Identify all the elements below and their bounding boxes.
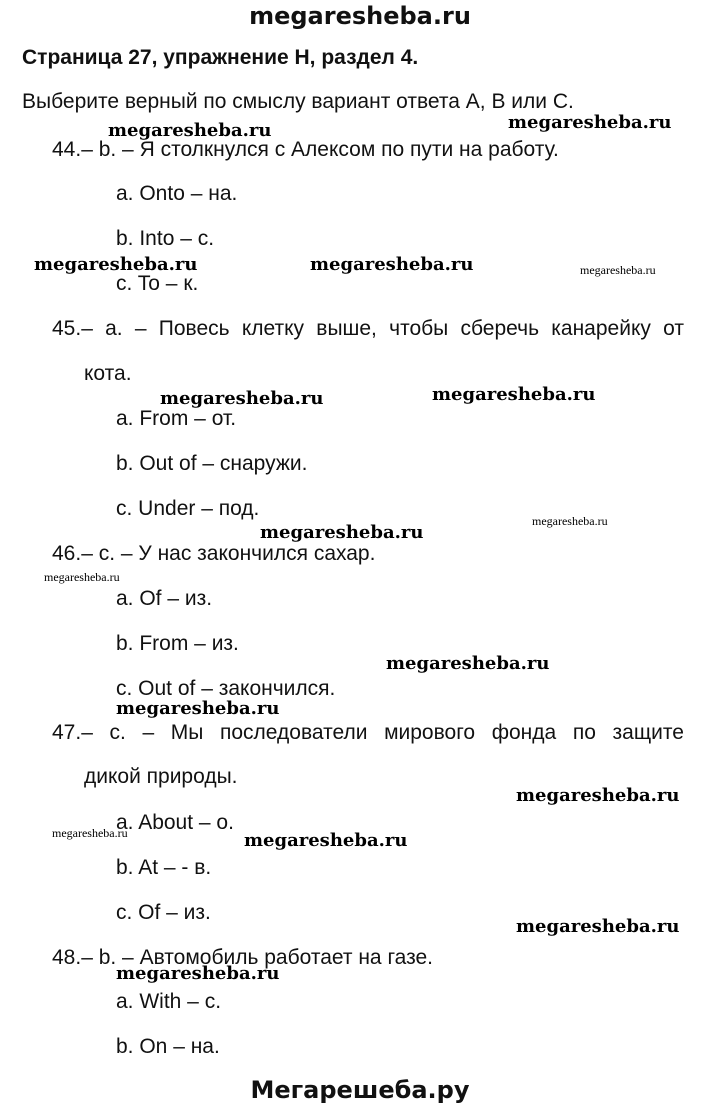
watermark: megaresheba.ru <box>116 698 280 719</box>
word: – <box>134 317 147 340</box>
watermark: megaresheba.ru <box>244 830 408 851</box>
word: выше, <box>316 317 377 340</box>
option-46-b: b. From – из. <box>116 632 239 655</box>
watermark: megaresheba.ru <box>432 384 596 405</box>
word: сберечь <box>460 317 540 340</box>
word: 47.– <box>52 721 93 744</box>
watermark: megaresheba.ru <box>580 263 656 277</box>
option-46-c: c. Out of – закончился. <box>116 677 336 700</box>
page-heading: Страница 27, упражнение H, раздел 4. <box>22 46 419 69</box>
option-45-c: c. Under – под. <box>116 497 260 520</box>
watermark: megaresheba.ru <box>516 916 680 937</box>
watermark: megaresheba.ru <box>160 388 324 409</box>
watermark: megaresheba.ru <box>52 826 128 840</box>
word: 45.– <box>52 317 93 340</box>
word: Повесь <box>158 317 230 340</box>
option-44-c: c. To – к. <box>116 272 199 295</box>
watermark: megaresheba.ru <box>310 254 474 275</box>
question-44: 44.– b. – Я столкнулся с Алексом по пути на работу. <box>52 138 559 161</box>
option-47-b: b. At – - в. <box>116 856 212 879</box>
watermark: megaresheba.ru <box>386 653 550 674</box>
word: c. <box>109 721 126 744</box>
word: мирового <box>384 721 476 744</box>
question-47-line2: дикой природы. <box>84 765 238 788</box>
question-45-line1 <box>52 317 684 341</box>
site-title: megaresheba.ru <box>249 2 471 30</box>
option-45-a: a. From – от. <box>116 407 237 430</box>
question-46: 46.– c. – У нас закончился сахар. <box>52 542 376 565</box>
watermark: megaresheba.ru <box>516 785 680 806</box>
word: фонда <box>491 721 557 744</box>
question-45-line2: кота. <box>84 362 132 385</box>
word: Мы <box>170 721 204 744</box>
watermark: megaresheba.ru <box>34 254 198 275</box>
word: канарейку <box>551 317 651 340</box>
option-44-b: b. Into – с. <box>116 227 215 250</box>
option-44-a: a. Onto – на. <box>116 182 238 205</box>
watermark: megaresheba.ru <box>260 522 424 543</box>
word: a. <box>105 317 123 340</box>
option-47-a: a. About – о. <box>116 811 234 834</box>
watermark: megaresheba.ru <box>116 963 280 984</box>
option-47-c: c. Of – из. <box>116 901 211 924</box>
word: последователи <box>220 721 368 744</box>
question-47-line1 <box>52 721 684 745</box>
watermark: megaresheba.ru <box>508 112 672 133</box>
watermark: megaresheba.ru <box>532 514 608 528</box>
word: чтобы <box>389 317 449 340</box>
word: клетку <box>241 317 305 340</box>
option-46-a: a. Of – из. <box>116 587 213 610</box>
question-48: 48.– b. – Автомобиль работает на газе. <box>52 946 433 969</box>
footer-site-name: Мегарешеба.ру <box>250 1076 470 1104</box>
word: – <box>142 721 155 744</box>
word: по <box>572 721 596 744</box>
instruction-text: Выберите верный по смыслу вариант ответа A, B или C. <box>22 90 574 113</box>
word: защите <box>612 721 684 744</box>
option-48-b: b. On – на. <box>116 1035 220 1058</box>
watermark: megaresheba.ru <box>108 120 272 141</box>
word: от <box>663 317 684 340</box>
option-48-a: a. With – с. <box>116 990 222 1013</box>
watermark: megaresheba.ru <box>44 570 120 584</box>
option-45-b: b. Out of – снаружи. <box>116 452 308 475</box>
